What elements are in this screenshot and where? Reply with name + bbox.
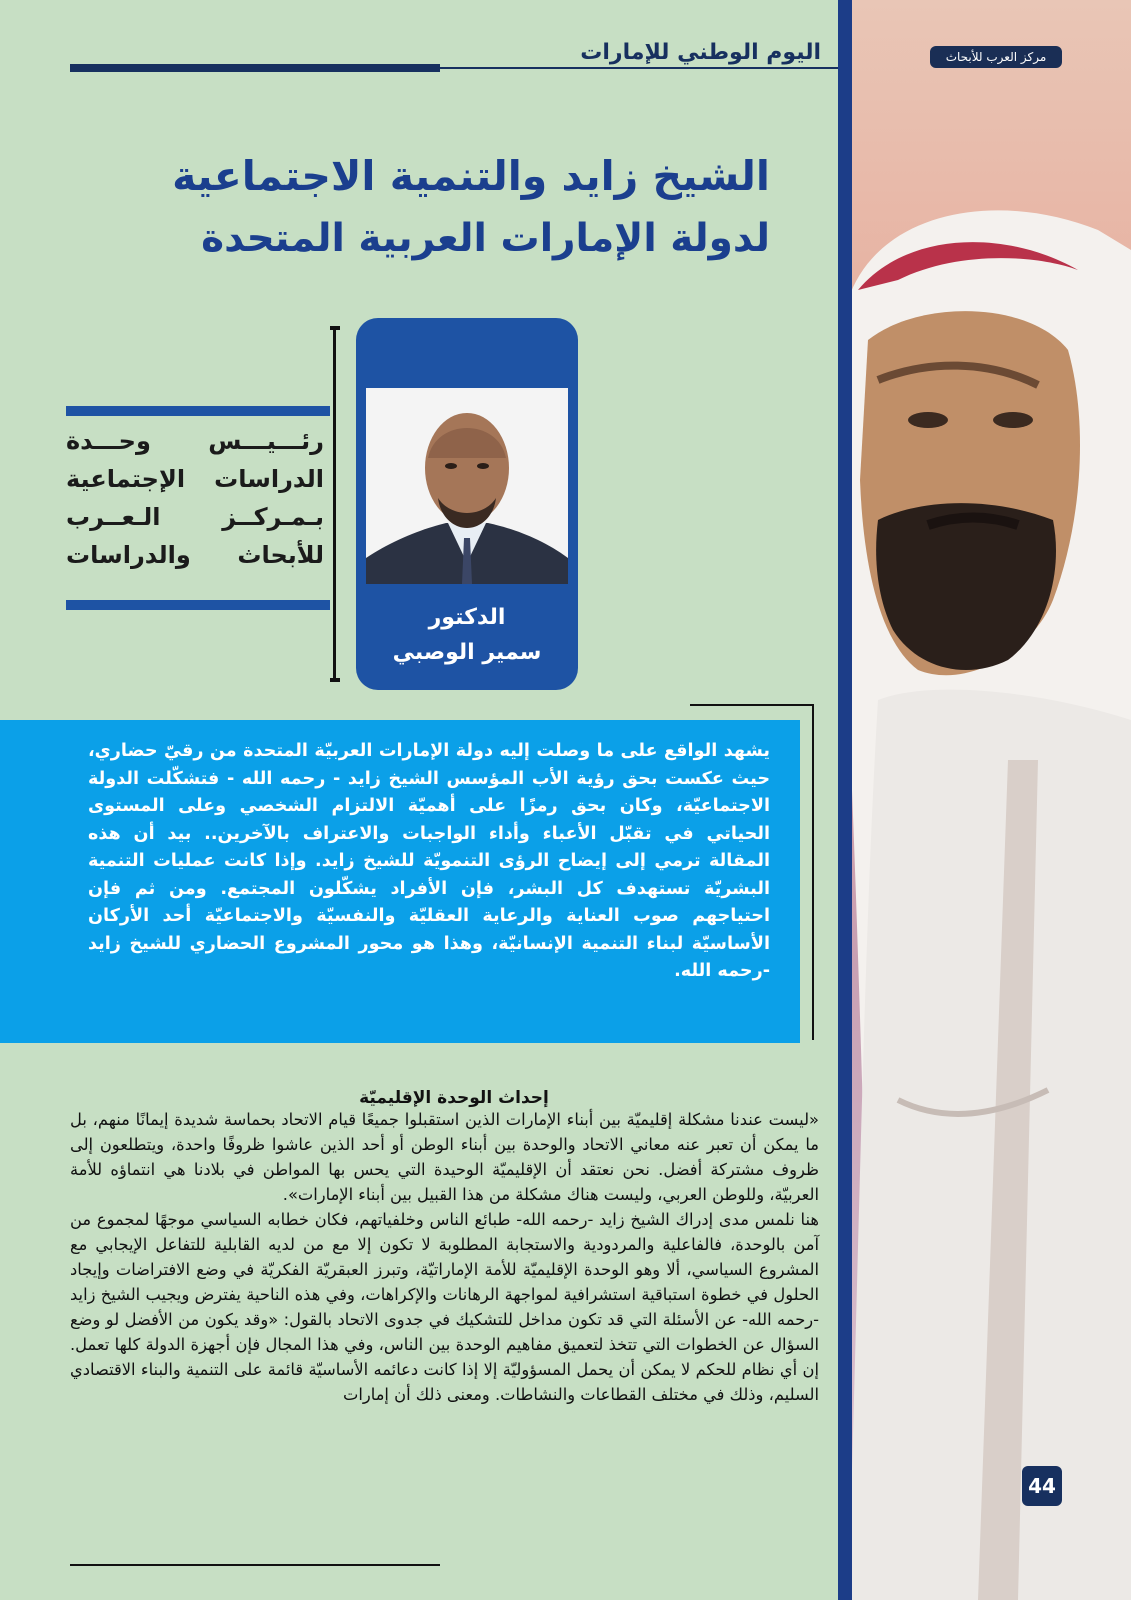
bracket-bottom [330,678,340,682]
decorative-divider-strip [838,0,852,1600]
author-name-block [356,600,578,670]
site-badge: مركز العرب للأبحاث [930,46,1062,68]
header-underline-thin [438,67,838,69]
header-underline-thick [70,64,440,72]
role-bottom-bar [66,600,330,610]
article-body [70,1107,819,1407]
article-title-line2: لدولة الإمارات العربية المتحدة [201,215,770,261]
intro-frame-side [812,704,814,1040]
section-header-label: اليوم الوطني للإمارات [580,40,821,65]
intro-frame-top [690,704,814,706]
role-top-bar [66,406,330,416]
body-paragraph: هنا نلمس مدى إدراك الشيخ زايد -رحمه الله- طبائع الناس وخلفياتهم، فكان خطابه السياسي موجهًا لمجموع من آمن بالوحدة، فالفاعلية والمردودية والاستجابة المطلوبة لا تكون إلا مع من لديه القابلية للتفاعل الإيجابي مع المشروع السياسي، ألا وهو الوحدة الإقليميّة للأمة الإماراتيّة، وتبرز العبقريّة الفكريّة في وضع الافتراضات وإيجاد الحلول في خطوة استباقية استشرافية لمواجهة الرهانات والإكراهات، وفي هذه الناحية يفترض ويجيب الشيخ زايد -رحمه الله- عن الأسئلة التي قد تكون مداخل للتشكيك في جدوى الاتحاد بالقول: «وقد يكون من الأفضل لو وضع السؤال عن الخطوات التي تتخذ لتعميق مفاهيم الوحدة بين الناس، وفي هذا المجال فإن أجهزة الدولة كلها تعمل. إن أي نظام للحكم لا يمكن أن يحمل المسؤوليّة إلا إذا كانت دعائمه الأساسيّة قائمة على التنمية والبناء الاقتصادي السليم، وذلك في مختلف القطاعات والنشاطات. ومعنى ذلك أن إمارات [70,1210,819,1404]
body-paragraph: «ليست عندنا مشكلة إقليميّة بين أبناء الإمارات الذين استقبلوا جميعًا قيام الاتحاد بحماسة شديدة إيمانًا منهم، بل ما يمكن أن تعبر عنه معاني الاتحاد والوحدة بين أبناء الوطن أو أحد الذين عاشوا ظروفًا واحدة، ويتطلعون إلى ظروف مشتركة أفضل. نحن نعتقد أن الإقليميّة الوحيدة التي يحس بها المواطن في بلادنا هي انتماؤه للأمة العربيّة، وللوطن العربي، وليست هناك مشكلة من هذا القبيل بين أبناء الإمارات». [70,1110,819,1204]
bracket-line [333,326,336,682]
article-title [80,145,770,269]
page-number: 44 [1022,1466,1062,1506]
intro-paragraph: يشهد الواقع على ما وصلت إليه دولة الإمارات العربيّة المتحدة من رقيّ حضاري، حيث عكست بحق رؤية الأب المؤسس الشيخ زايد - رحمه الله - فتشكّلت الدولة الاجتماعيّة، وكان بحق رمزًا على أهميّة الالتزام الشخصي وعلى المستوى الحياتي في تقبّل الأعباء وأداء الواجبات والاعتراف بالآخرين.. بيد أن هذه المقالة ترمي إلى إيضاح الرؤى التنمويّة للشيخ زايد. وإذا كانت عمليات التنمية البشريّة تستهدف كل البشر، فإن الأفراد يشكّلون المجتمع. ومن ثم فإن احتياجهم صوب العناية والرعاية العقليّة والنفسيّة والاجتماعيّة أحد الأركان الأساسيّة لبناء التنمية الإنسانيّة، وهذا هو محور المشروع الحضاري للشيخ زايد -رحمه الله. [88,741,770,981]
author-role-line: رئـــيـــس وحـــدة [66,427,324,455]
author-role-line: بـمـركــز الـعــرب [66,503,324,531]
portrait-photo-sheikh-zayed [838,0,1131,1600]
portrait-illustration [838,0,1131,1600]
author-photo [366,388,568,584]
article-title-line1: الشيخ زايد والتنمية الاجتماعية [172,152,770,200]
author-name: سمير الوصبي [392,640,542,666]
author-role-line: للأبحاث والدراسات [66,541,324,569]
author-portrait-illustration [366,388,568,584]
author-role [66,422,324,574]
author-role-line: الدراسات الإجتماعية [66,465,324,493]
bracket-top [330,326,340,330]
author-title: الدكتور [428,605,506,630]
section-heading: إحداث الوحدة الإقليميّة [359,1088,549,1108]
footer-rule [70,1564,440,1566]
